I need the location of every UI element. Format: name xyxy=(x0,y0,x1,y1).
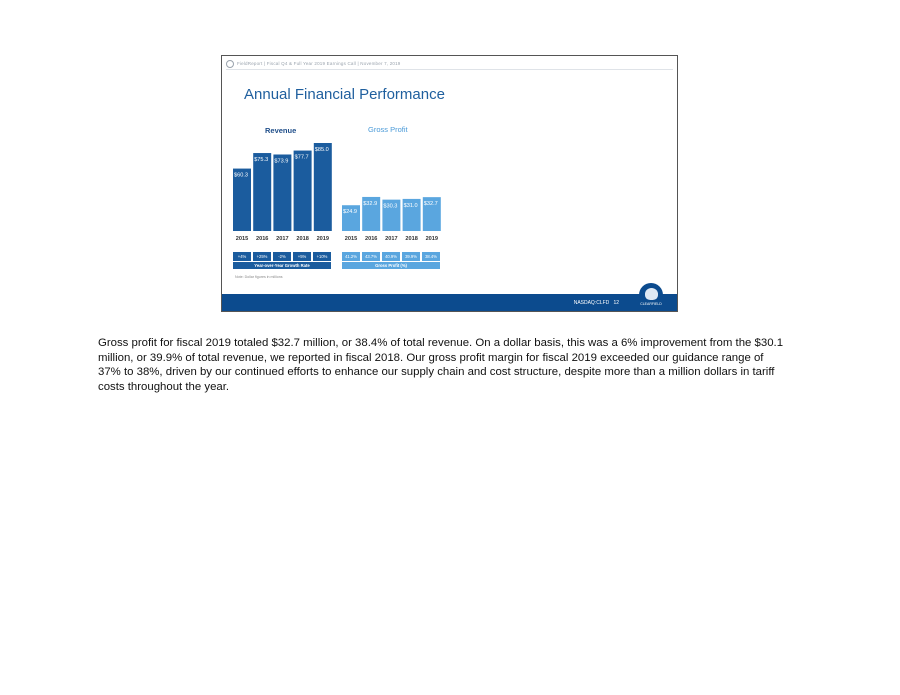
slide-title: Annual Financial Performance xyxy=(244,86,445,103)
gross-profit-data-label: $24.9 xyxy=(343,209,357,216)
revenue-bar xyxy=(273,154,291,231)
revenue-data-label: $75.3 xyxy=(254,157,269,164)
footer-ticker-text: NASDAQ:CLFD xyxy=(573,300,610,306)
gross-profit-data-label: $32.7 xyxy=(423,201,438,208)
logo-text: CLEARFIELD xyxy=(640,302,662,306)
clearfield-logo xyxy=(639,283,663,307)
gross-margin-chip: 38.4% xyxy=(422,252,440,261)
slide-image xyxy=(221,55,678,312)
revenue-data-label: $73.9 xyxy=(274,158,289,165)
revenue-data-label: $77.7 xyxy=(294,154,309,161)
gross-profit-x-tick-label: 2017 xyxy=(385,236,398,242)
growth-rate-row xyxy=(233,252,331,261)
gross-profit-chart-title: Gross Profit xyxy=(368,125,408,134)
growth-rate-caption: Year-over-Year Growth Rate xyxy=(233,262,331,269)
gross-margin-caption: Gross Profit (%) xyxy=(342,262,440,269)
growth-rate-chip: +25% xyxy=(253,252,271,261)
revenue-data-label: $85.0 xyxy=(314,147,329,153)
gross-profit-x-tick-label: 2019 xyxy=(425,236,439,242)
revenue-x-tick-label: 2019 xyxy=(316,236,330,242)
gross-profit-data-label: $30.3 xyxy=(383,203,398,210)
gross-margin-chip: 40.9% xyxy=(382,252,400,261)
revenue-data-label: $60.3 xyxy=(234,172,248,179)
revenue-bar xyxy=(294,151,312,231)
shell-logo-icon xyxy=(645,288,658,300)
growth-rate-chip: -2% xyxy=(273,252,291,261)
gross-profit-x-tick-label: 2015 xyxy=(344,236,358,242)
footer-page-number: 12 xyxy=(613,300,619,306)
revenue-x-tick-label: 2018 xyxy=(296,236,309,242)
growth-rate-chip: +4% xyxy=(233,252,251,261)
revenue-x-tick-label: 2017 xyxy=(276,236,289,242)
footer-ticker xyxy=(574,300,619,306)
gross-margin-row xyxy=(342,252,440,261)
slide-note: Note: Dollar figures in millions xyxy=(235,275,283,279)
revenue-bar xyxy=(253,153,271,231)
revenue-bar xyxy=(314,143,332,231)
gross-profit-x-tick-label: 2016 xyxy=(364,236,378,242)
gross-profit-data-label: $32.9 xyxy=(363,200,378,207)
revenue-chart-title: Revenue xyxy=(265,126,297,135)
gross-margin-chip: 41.2% xyxy=(342,252,360,261)
slide-header-text: FieldReport | Fiscal Q4 & Full Year 2019 Earnings Call | November 7, 2019 xyxy=(237,61,401,67)
caption-paragraph: Gross profit for fiscal 2019 totaled $32.7 million, or 38.4% of total revenue. On a dollar basis, this was a 6% improvement from the $30.1 million, or 39.9% of total revenue, we reported in fiscal 2018. Our gross profit margin for fiscal 2019 exceeded our guidance range of 37% to 38%, driven by our continued efforts to enhance our supply chain and cost structure, despite more than a million dollars in tariff costs throughout the year. xyxy=(98,337,784,393)
growth-rate-chip: +5% xyxy=(293,252,311,261)
bar-charts xyxy=(222,56,677,256)
growth-rate-chip: +10% xyxy=(313,252,331,261)
gross-margin-chip: 39.9% xyxy=(402,252,420,261)
revenue-x-tick-label: 2016 xyxy=(255,236,269,242)
gross-profit-data-label: $31.0 xyxy=(403,202,418,209)
gross-profit-x-tick-label: 2018 xyxy=(405,236,418,242)
gross-margin-chip: 43.7% xyxy=(362,252,380,261)
revenue-x-tick-label: 2015 xyxy=(235,236,249,242)
